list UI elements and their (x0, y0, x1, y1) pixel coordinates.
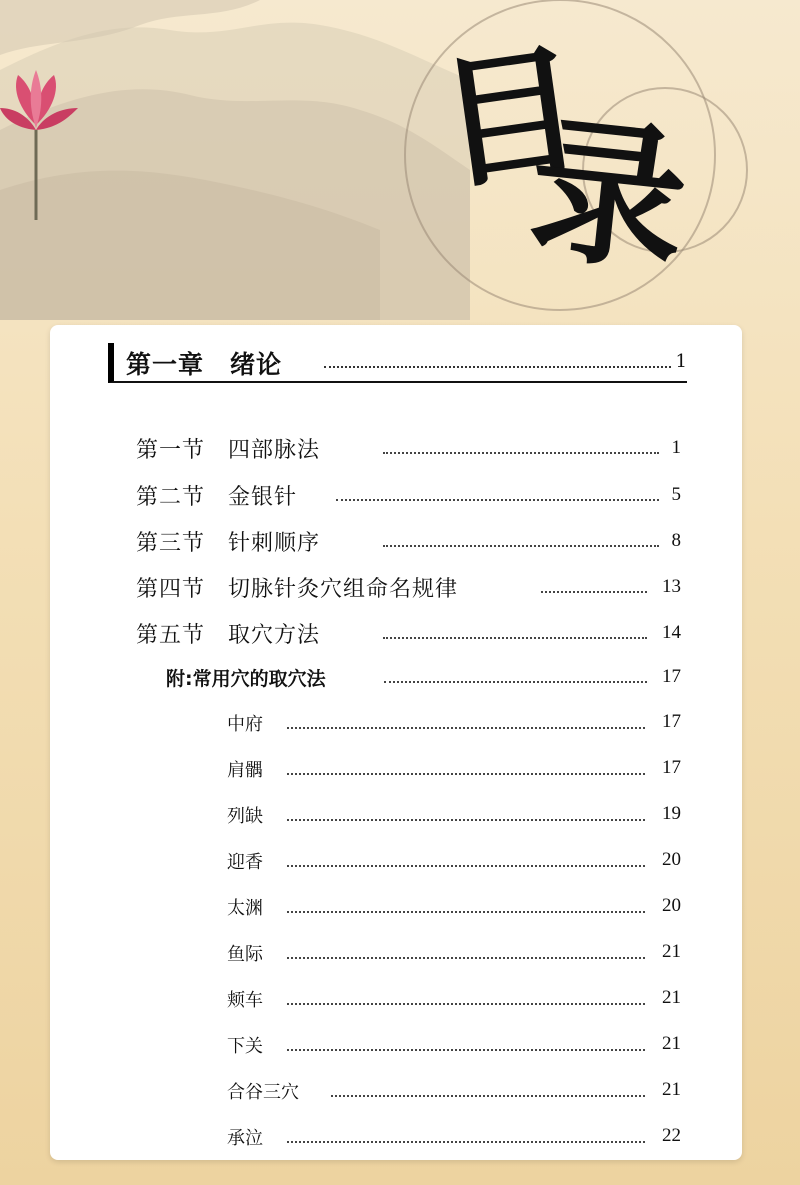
toc-item-row[interactable] (227, 940, 681, 972)
section-label: 第一节 四部脉法 (136, 438, 321, 463)
item-label: 肩髃 (227, 760, 263, 781)
chapter-heading[interactable] (108, 343, 687, 383)
page-number: 1 (671, 437, 681, 458)
page-number: 21 (662, 941, 681, 962)
item-label: 颊车 (227, 990, 263, 1011)
dot-leader (287, 773, 645, 775)
page-number: 17 (662, 666, 681, 687)
dot-leader (287, 957, 645, 959)
item-label: 下关 (227, 1036, 263, 1057)
title-char-mu: 目 (429, 26, 593, 211)
dot-leader (541, 591, 647, 593)
toc-section-row[interactable] (136, 480, 681, 512)
page-number: 21 (662, 1033, 681, 1054)
title-char-lu: 录 (520, 97, 696, 295)
page-number: 20 (662, 895, 681, 916)
item-label: 承泣 (227, 1128, 263, 1149)
toc-section-row[interactable] (136, 618, 681, 650)
page-number: 1 (675, 351, 687, 372)
item-label: 迎香 (227, 852, 263, 873)
page-number: 22 (662, 1125, 681, 1146)
page-number: 19 (662, 803, 681, 824)
page-number: 21 (662, 987, 681, 1008)
toc-item-row[interactable] (227, 894, 681, 926)
page-number: 14 (662, 622, 681, 643)
dot-leader (287, 911, 645, 913)
dot-leader (383, 452, 659, 454)
dot-leader (287, 1049, 645, 1051)
page-number: 17 (662, 711, 681, 732)
toc-appendix-row[interactable] (166, 664, 681, 696)
toc-item-row[interactable] (227, 1124, 681, 1156)
section-label: 第三节 针刺顺序 (136, 531, 321, 556)
toc-section-row[interactable] (136, 433, 681, 465)
item-label: 列缺 (227, 806, 263, 827)
toc-item-row[interactable] (227, 802, 681, 834)
page-number: 21 (662, 1079, 681, 1100)
item-label: 太渊 (227, 898, 263, 919)
toc-item-row[interactable] (227, 1032, 681, 1064)
page-number: 13 (662, 576, 681, 597)
toc-item-row[interactable] (227, 710, 681, 742)
dot-leader (287, 865, 645, 867)
dot-leader (384, 681, 647, 683)
page-number: 17 (662, 757, 681, 778)
dot-leader (324, 366, 671, 368)
dot-leader (383, 545, 659, 547)
item-label: 合谷三穴 (227, 1082, 299, 1103)
page-number: 8 (671, 530, 681, 551)
section-label: 第二节 金银针 (136, 485, 298, 510)
toc-item-row[interactable] (227, 756, 681, 788)
dot-leader (336, 499, 659, 501)
dot-leader (287, 819, 645, 821)
toc-section-row[interactable] (136, 526, 681, 558)
dot-leader (287, 1003, 645, 1005)
dot-leader (331, 1095, 645, 1097)
toc-item-row[interactable] (227, 848, 681, 880)
item-label: 中府 (227, 714, 263, 735)
chapter-title: 第一章 绪论 (126, 350, 283, 379)
section-label: 第五节 取穴方法 (136, 623, 321, 648)
appendix-label: 附:常用穴的取穴法 (166, 668, 326, 690)
page-number: 5 (671, 484, 681, 505)
item-label: 鱼际 (227, 944, 263, 965)
page-number: 20 (662, 849, 681, 870)
toc-item-row[interactable] (227, 1078, 681, 1110)
dot-leader (287, 1141, 645, 1143)
dot-leader (287, 727, 645, 729)
section-label: 第四节 切脉针灸穴组命名规律 (136, 577, 459, 602)
toc-section-row[interactable] (136, 572, 681, 604)
toc-title (370, 26, 770, 295)
toc-card (50, 325, 742, 1160)
dot-leader (383, 637, 647, 639)
toc-item-row[interactable] (227, 986, 681, 1018)
